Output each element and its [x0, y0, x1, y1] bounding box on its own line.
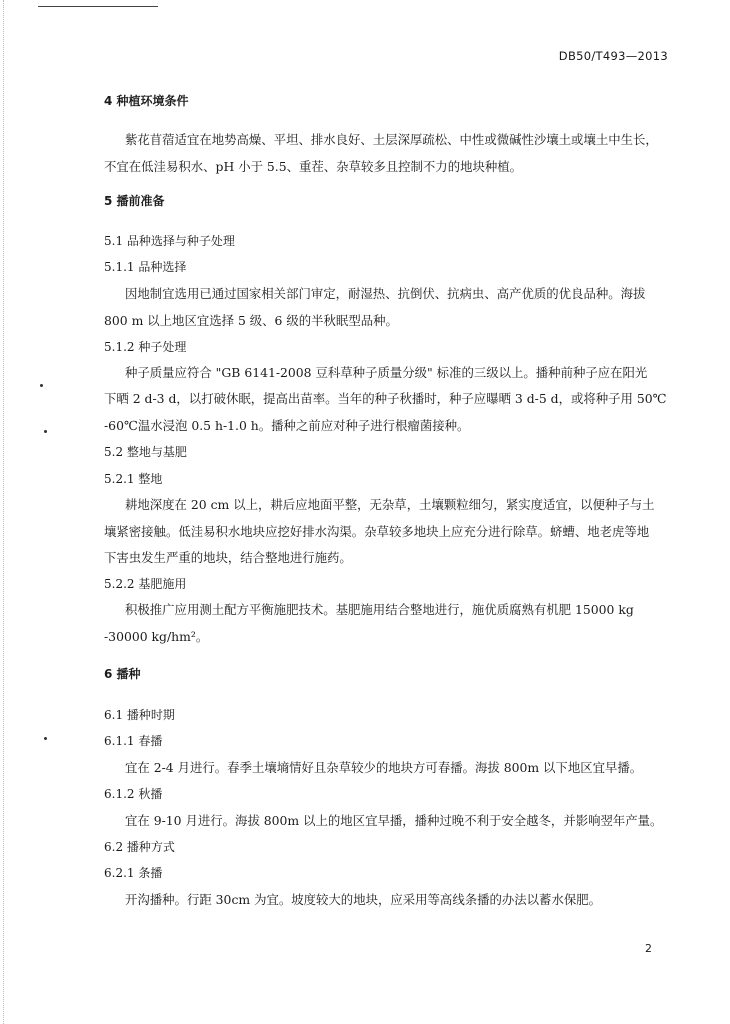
section-6-1-1-heading: 6.1.1 春播 — [104, 734, 163, 748]
section-4-paragraph-line-1: 紫花苜蓿适宜在地势高燥、平坦、排水良好、土层深厚疏松、中性或微碱性沙壤土或壤土中生长， — [125, 132, 658, 147]
section-5-1-1-line-1: 因地制宜选用已通过国家相关部门审定，耐湿热、抗倒伏、抗病虫、高产优质的优良品种。海拔 — [125, 286, 646, 301]
document-code: DB50/T493—2013 — [558, 49, 668, 63]
section-6-2-1-heading: 6.2.1 条播 — [104, 866, 163, 880]
section-5-2-1-line-2: 壤紧密接触。低洼易积水地块应挖好排水沟渠。杂草较多地块上应充分进行除草。蛴螬、地老虎等地 — [104, 524, 650, 539]
section-6-heading: 6 播种 — [104, 667, 141, 681]
scan-top-rule — [38, 6, 158, 7]
section-6-1-2-line-1: 宜在 9-10 月进行。海拔 800m 以上的地区宜早播，播种过晚不利于安全越冬，并影响翌年产量。 — [125, 813, 663, 828]
section-5-2-2-heading: 5.2.2 基肥施用 — [104, 577, 187, 591]
section-4-heading: 4 种植环境条件 — [104, 94, 189, 108]
scan-mark — [44, 430, 47, 433]
section-5-1-1-heading: 5.1.1 品种选择 — [104, 260, 187, 274]
section-5-2-heading: 5.2 整地与基肥 — [104, 445, 187, 459]
section-5-heading: 5 播前准备 — [104, 194, 165, 208]
section-6-2-heading: 6.2 播种方式 — [104, 840, 175, 854]
section-6-1-2-heading: 6.1.2 秋播 — [104, 787, 163, 801]
section-5-1-2-line-3: -60℃温水浸泡 0.5 h-1.0 h。播种之前应对种子进行根瘤菌接种。 — [104, 418, 470, 433]
section-5-1-2-line-1: 种子质量应符合 "GB 6141-2008 豆科草种子质量分级" 标准的三级以上。播种前种子应在阳光 — [125, 365, 648, 380]
page-number: 2 — [645, 942, 652, 955]
section-5-1-1-line-2: 800 m 以上地区宜选择 5 级、6 级的半秋眠型品种。 — [104, 313, 398, 328]
section-5-2-1-line-1: 耕地深度在 20 cm 以上，耕后应地面平整，无杂草，土壤颗粒细匀，紧实度适宜，以便种子与土 — [125, 497, 655, 512]
section-5-2-2-line-2: -30000 kg/hm²。 — [104, 629, 209, 644]
section-5-2-1-heading: 5.2.1 整地 — [104, 472, 163, 486]
section-5-1-2-heading: 5.1.2 种子处理 — [104, 340, 187, 354]
section-5-1-heading: 5.1 品种选择与种子处理 — [104, 234, 235, 248]
section-5-2-1-line-3: 下害虫发生严重的地块，结合整地进行施药。 — [104, 550, 352, 565]
scan-edge — [3, 0, 10, 1024]
section-6-1-1-line-1: 宜在 2-4 月进行。春季土壤墒情好且杂草较少的地块方可春播。海拔 800m 以下地区宜早播。 — [125, 760, 643, 775]
section-5-2-2-line-1: 积极推广应用测土配方平衡施肥技术。基肥施用结合整地进行，施优质腐熟有机肥 15000 kg — [125, 602, 634, 617]
section-6-1-heading: 6.1 播种时期 — [104, 708, 175, 722]
section-5-1-2-line-2: 下晒 2 d-3 d，以打破休眠，提高出苗率。当年的种子秋播时，种子应曝晒 3 d-5 d，或将种子用 50℃ — [104, 391, 667, 406]
scan-mark — [44, 737, 47, 740]
section-4-paragraph-line-2: 不宜在低洼易积水、pH 小于 5.5、重茬、杂草较多且控制不力的地块种植。 — [104, 159, 523, 174]
scan-mark — [40, 384, 43, 387]
section-6-2-1-line-1: 开沟播种。行距 30cm 为宜。坡度较大的地块，应采用等高线条播的办法以蓄水保肥。 — [125, 892, 602, 907]
